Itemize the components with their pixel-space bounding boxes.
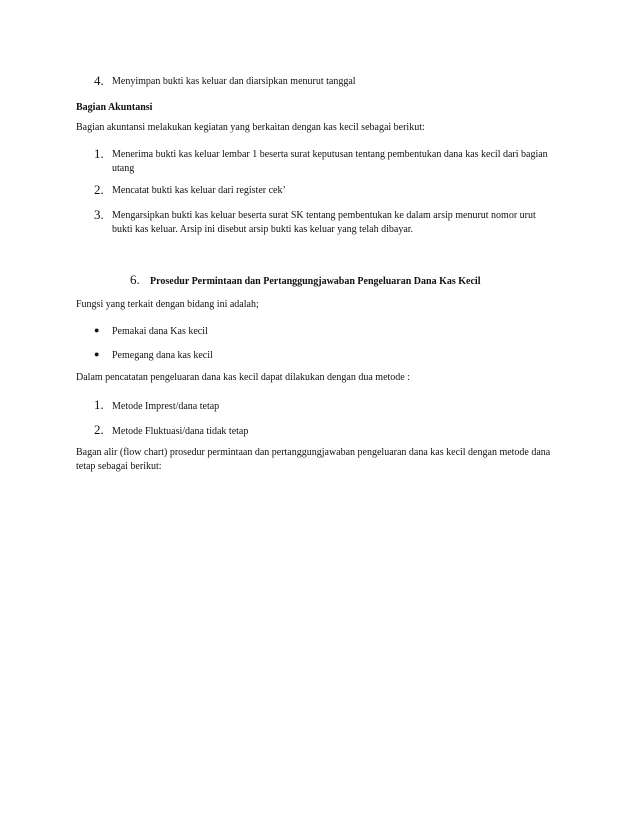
list-item-text: Menyimpan bukti kas keluar dan diarsipkan menurut tanggal: [112, 76, 356, 87]
list-number: 4.: [94, 73, 104, 88]
bullet-item-text: Pemegang dana kas kecil: [112, 350, 213, 361]
list-number: 1.: [94, 397, 104, 412]
paragraph: Bagian akuntansi melakukan kegiatan yang berkaitan dengan kas kecil sebagai berikut:: [76, 122, 425, 133]
list-number: 2.: [94, 182, 104, 197]
bullet-icon: ●: [94, 349, 100, 359]
list-number: 1.: [94, 146, 104, 161]
list-item-text: Mencatat bukti kas keluar dari register cek’: [112, 185, 286, 196]
list-item-text: Menerima bukti kas keluar lembar 1 beserta surat keputusan tentang pembentukan dana kas kecil dari bagian utang: [112, 149, 548, 174]
paragraph: Bagan alir (flow chart) prosedur permintaan dan pertanggungjawaban pengeluaran dana kas kecil dengan metode dana tetap sebagai berikut:: [76, 447, 551, 472]
section-heading: Bagian Akuntansi: [76, 102, 153, 113]
paragraph: Fungsi yang terkait dengan bidang ini adalah;: [76, 299, 259, 310]
list-number: 3.: [94, 207, 104, 222]
bullet-icon: ●: [94, 325, 100, 335]
section-number: 6.: [130, 272, 140, 287]
list-item-text: Mengarsipkan bukti kas keluar beserta surat SK tentang pembentukan ke dalam arsip menurut nomor urut bukti kas keluar. Arsip ini disebut arsip bukti kas keluar yang telah dibayar.: [112, 210, 536, 235]
list-item-text: Metode Fluktuasi/dana tidak tetap: [112, 426, 249, 437]
list-number: 2.: [94, 422, 104, 437]
section-title: Prosedur Permintaan dan Pertanggungjawaban Pengeluaran Dana Kas Kecil: [150, 276, 481, 287]
bullet-item-text: Pemakai dana Kas kecil: [112, 326, 208, 337]
list-item-text: Metode Imprest/dana tetap: [112, 401, 220, 412]
paragraph: Dalam pencatatan pengeluaran dana kas kecil dapat dilakukan dengan dua metode :: [76, 372, 411, 383]
